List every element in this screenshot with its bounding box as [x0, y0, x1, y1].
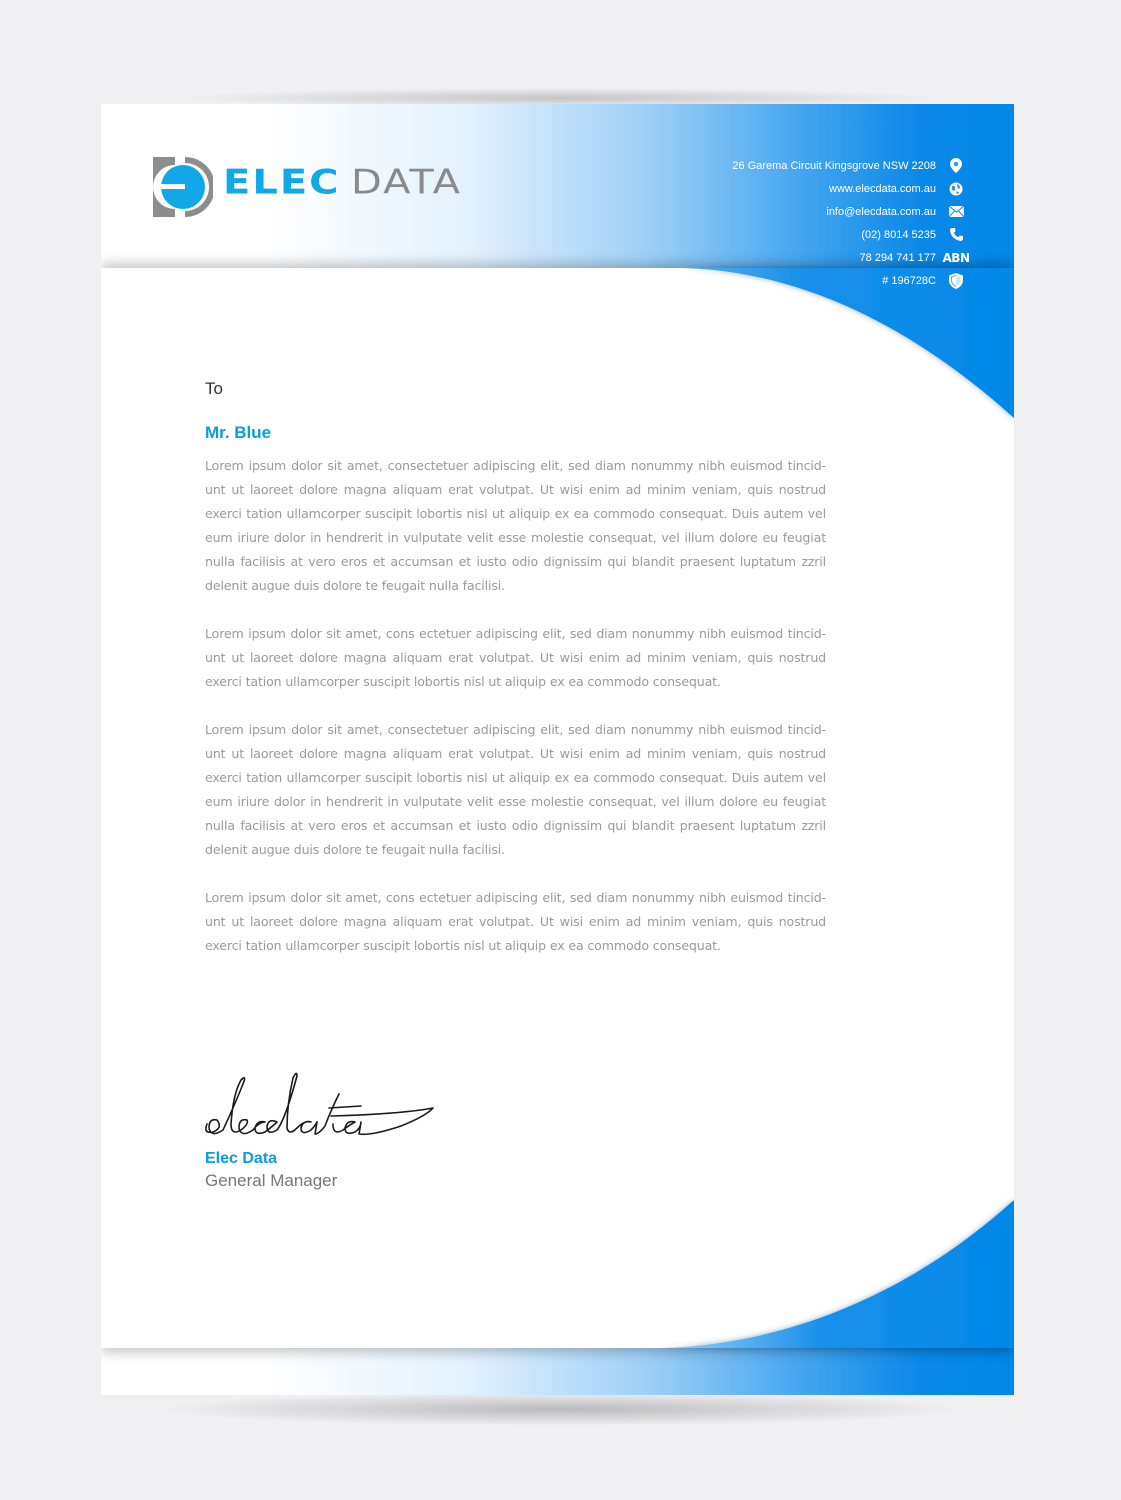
globe-icon: [946, 181, 966, 197]
abn-label: ABN: [942, 250, 970, 265]
contact-abn: [666, 246, 970, 269]
phone-text: (02) 8014 5235: [861, 228, 936, 241]
website-link[interactable]: www.elecdata.com.au: [829, 182, 936, 195]
body-paragraph: Lorem ipsum dolor sit amet, cons ectetuer adipiscing elit, sed diam nonummy nibh euismod tincid-unt ut laoreet dolore magna aliquam erat volutpat. Ut wisi enim ad minim veniam, quis nostrud exerci tation ullamcorper suscipit lobortis nisl ut aliquip ex ea commodo consequat.: [205, 890, 826, 953]
logo-text-elec: ELEC: [223, 163, 341, 203]
contact-website: [666, 177, 966, 200]
body-paragraph: Lorem ipsum dolor sit amet, cons ectetuer adipiscing elit, sed diam nonummy nibh euismod tincid-unt ut laoreet dolore magna aliquam erat volutpat. Ut wisi enim ad minim veniam, quis nostrud exerci tation ullamcorper suscipit lobortis nisl ut aliquip ex ea commodo consequat.: [205, 626, 826, 689]
email-link[interactable]: info@elecdata.com.au: [826, 205, 936, 218]
handwritten-signature: [201, 1064, 441, 1144]
map-pin-icon: [946, 158, 966, 174]
contact-license: [666, 269, 966, 292]
to-label: To: [205, 379, 223, 398]
elecdata-logo: [153, 157, 483, 219]
abn-number: 78 294 741 177: [859, 251, 936, 264]
contact-block: [666, 154, 970, 292]
signer-name: Elec Data: [205, 1150, 278, 1167]
letter-body: [205, 454, 826, 982]
phone-icon: [946, 227, 966, 243]
shield-icon: [946, 273, 966, 289]
letterhead-page: [101, 104, 1014, 1395]
envelope-icon: [946, 204, 966, 220]
logo-mark-icon: [153, 157, 213, 217]
bottom-wave: [661, 1200, 1014, 1348]
page-shadow-bottom: [150, 1392, 970, 1426]
contact-email: [666, 200, 966, 223]
body-paragraph: Lorem ipsum dolor sit amet, consectetuer adipiscing elit, sed diam nonummy nibh euismod tincid-unt ut laoreet dolore magna aliquam erat volutpat. Ut wisi enim ad minim veniam, quis nostrud exerci tation ullamcorper suscipit lobortis nisl ut aliquip ex ea commodo consequat. Duis autem vel eum iriure dolor in hendrerit in vulputate velit esse molestie consequat, vel illum dolore eu feugiat nulla facilisis at vero eros et accumsan et iusto odio dignissim qui blandit praesent luptatum zzril delenit augue duis dolore te feugait nulla facilisi.: [205, 722, 826, 857]
address-text: 26 Garema Circuit Kingsgrove NSW 2208: [732, 159, 936, 172]
recipient-name: Mr. Blue: [205, 423, 272, 442]
signer-title: General Manager: [205, 1171, 338, 1190]
contact-address: [666, 154, 966, 177]
body-paragraph: Lorem ipsum dolor sit amet, consectetuer adipiscing elit, sed diam nonummy nibh euismod tincid-unt ut laoreet dolore magna aliquam erat volutpat. Ut wisi enim ad minim veniam, quis nostrud exerci tation ullamcorper suscipit lobortis nisl ut aliquip ex ea commodo consequat. Duis autem vel eum iriure dolor in hendrerit in vulputate velit esse molestie consequat, vel illum dolore eu feugiat nulla facilisis at vero eros et accumsan et iusto odio dignissim qui blandit praesent luptatum zzril delenit augue duis dolore te feugait nulla facilisi.: [205, 458, 826, 593]
contact-phone: [666, 223, 966, 246]
license-number: # 196728C: [882, 274, 936, 287]
logo-text-data: DATA: [351, 163, 463, 203]
